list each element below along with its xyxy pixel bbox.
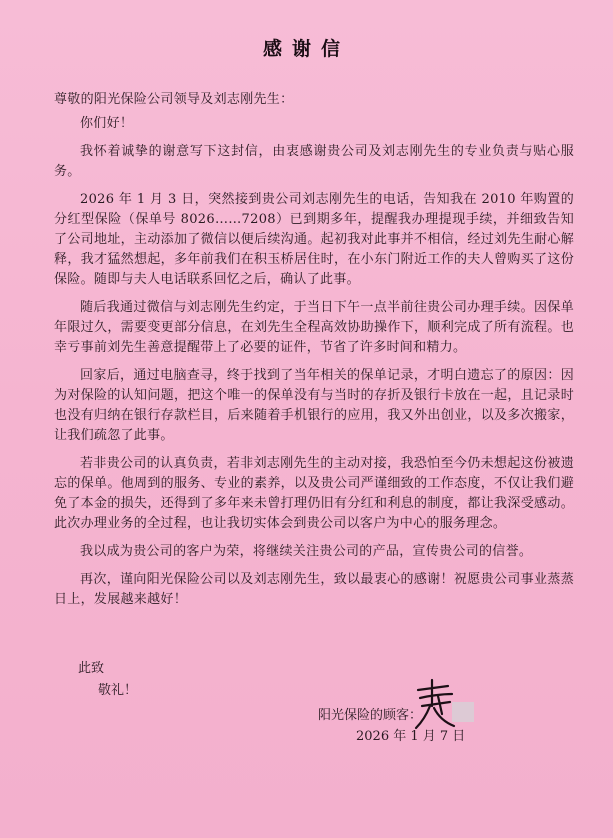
letter-body: [54, 90, 574, 618]
paragraph-phone-call: 2026 年 1 月 3 日，突然接到贵公司刘志刚先生的电话，告知我在 2010 年购置的分红型保险（保单号 8026……7208）已到期多年，提醒我办理提现手续，并细致告知了公司地址，主动添加了微信以便后续沟通。起初我对此事并不相信，经过刘先生耐心解释，我才猛然想起，多年前我们在积玉桥居住时，在小东门附近工作的夫人曾购买了这份保险。随即与夫人电话联系回忆之后，确认了此事。: [54, 192, 574, 287]
redacted-name: [452, 702, 474, 722]
letter-salutation: 尊敬的阳光保险公司领导及刘志刚先生：: [54, 92, 294, 107]
closing-line-salute: 敬礼！: [98, 683, 138, 698]
paragraph-pride: 我以成为贵公司的客户为荣，将继续关注贵公司的产品，宣传贵公司的信誉。: [80, 544, 533, 559]
paragraph-thanks: 再次，谨向阳光保险公司以及刘志刚先生，致以最衷心的感谢！祝愿贵公司事业蒸蒸日上，发展越来越好！: [54, 572, 574, 607]
letter-date: 2026 年 1 月 7 日: [356, 729, 466, 744]
paragraph-appreciation: 若非贵公司的认真负责，若非刘志刚先生的主动对接，我恐怕至今仍未想起这份被遗忘的保单。他周到的服务、专业的素养，以及贵公司严谨细致的工作态度，不仅让我们避免了本金的损失，还得到了多年来未曾打理仍旧有分红和利息的制度，都让我深受感动。此次办理业务的全过程，也让我切实体会到贵公司以客户为中心的服务理念。: [54, 456, 574, 531]
paragraph-intro: 我怀着诚挚的谢意写下这封信，由衷感谢贵公司及刘志刚先生的专业负责与贴心服务。: [54, 144, 574, 179]
letter-closing: [78, 658, 137, 702]
paragraph-reason: 回家后，通过电脑查寻，终于找到了当年相关的保单记录，才明白遗忘了的原因：因为对保险的认知问题，把这个唯一的保单没有与当时的存折及银行卡放在一起，且记录时也没有归纳在银行存款栏目，后来随着手机银行的应用，我又外出创业，以及多次搬家，让我们疏忽了此事。: [54, 368, 574, 443]
paragraph-greeting: 你们好！: [80, 116, 134, 131]
letter-title: 感谢信: [262, 38, 350, 60]
paragraph-appointment: 随后我通过微信与刘志刚先生约定，于当日下午一点半前往贵公司办理手续。因保单年限过久，需要变更部分信息，在刘先生全程高效协助操作下，顺利完成了所有流程。也幸亏事前刘先生善意提醒带上了必要的证件，节省了许多时间和精力。: [54, 300, 574, 355]
signature-label: 阳光保险的顾客：: [318, 708, 423, 723]
closing-line-respect: 此致: [78, 661, 105, 676]
